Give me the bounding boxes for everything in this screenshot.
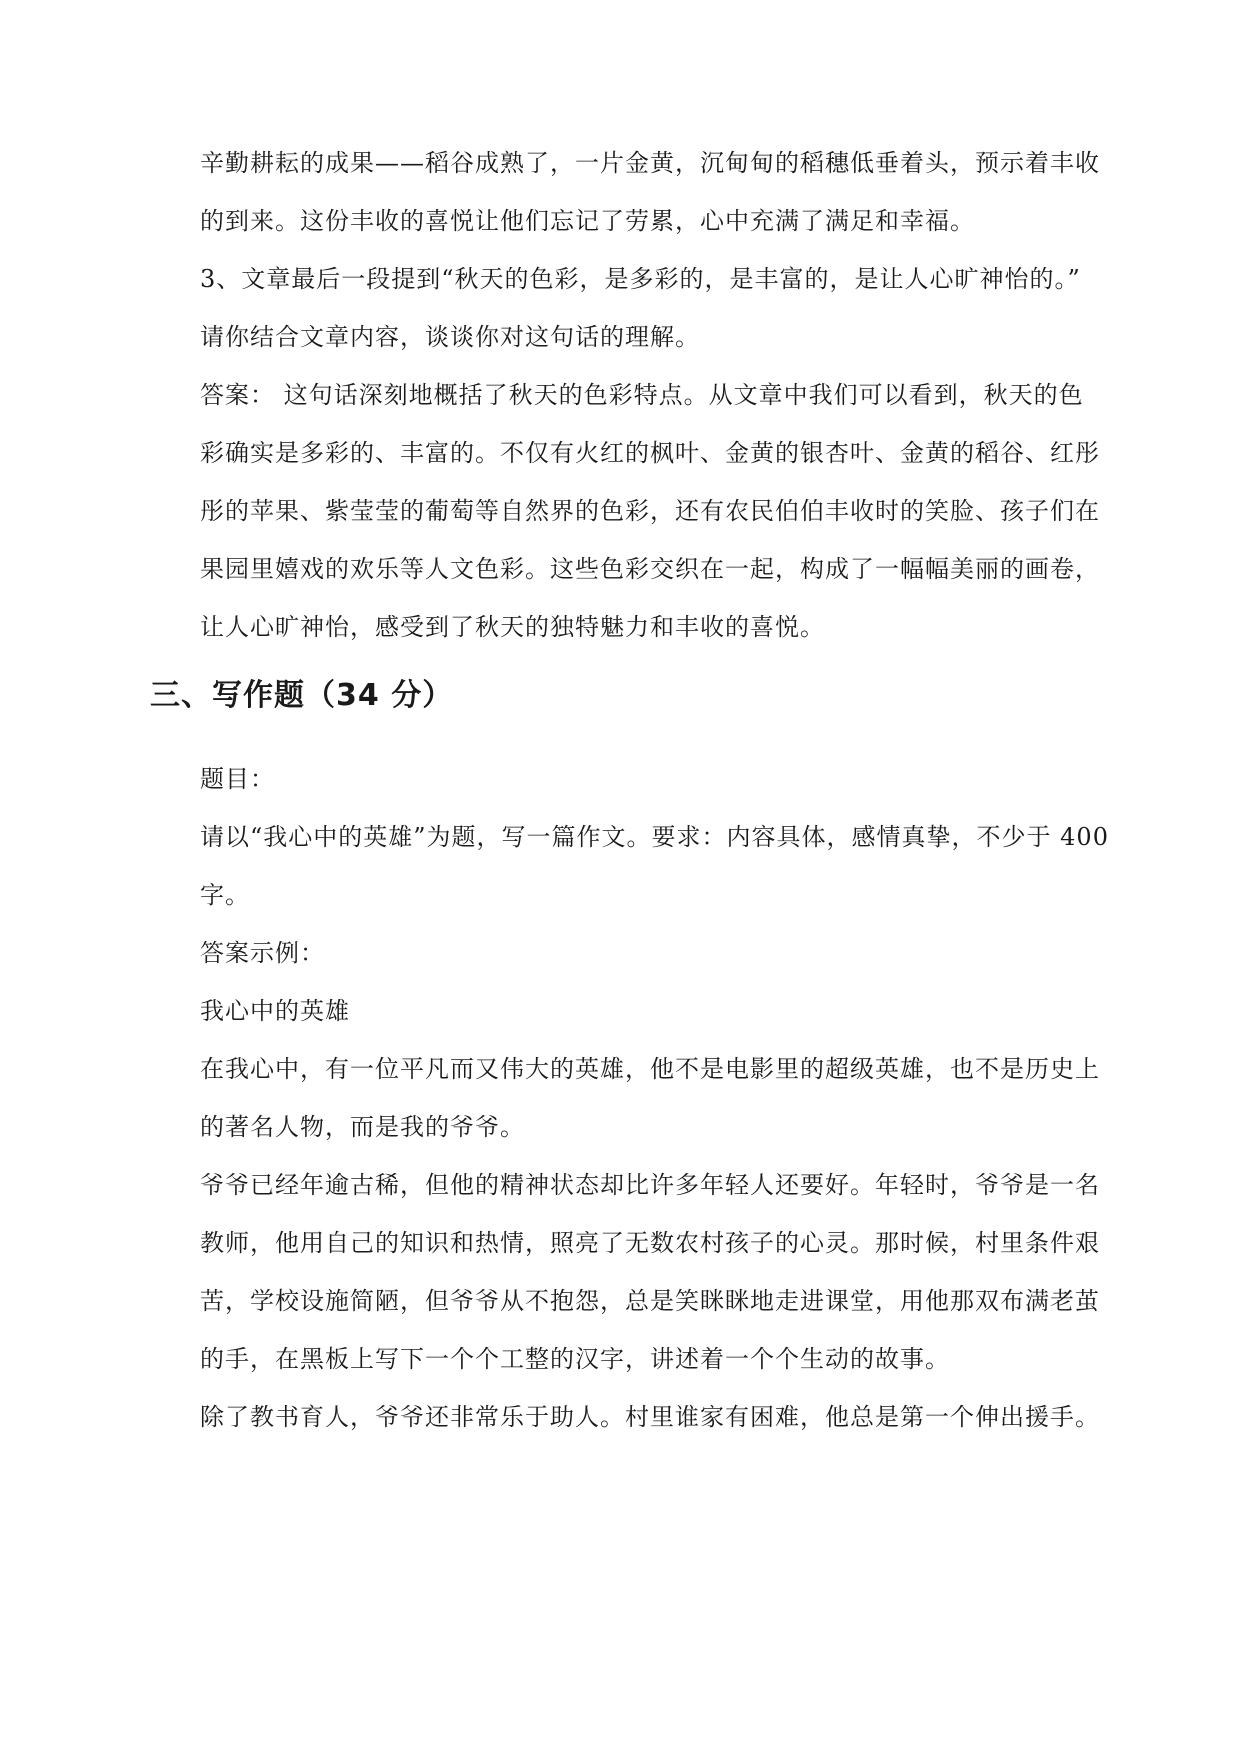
essay-line: 在我心中，有一位平凡而又伟大的英雄，他不是电影里的超级英雄，也不是历史上 (200, 1055, 1100, 1083)
essay-line: 爷爷已经年逾古稀，但他的精神状态却比许多年轻人还要好。年轻时，爷爷是一名 (200, 1171, 1100, 1199)
essay-line: 的著名人物，而是我的爷爷。 (200, 1113, 525, 1141)
essay-line: 除了教书育人，爷爷还非常乐于助人。村里谁家有困难，他总是第一个伸出援手。 (200, 1403, 1100, 1431)
question-3-line: 3、文章最后一段提到“秋天的色彩，是多彩的，是丰富的，是让人心旷神怡的。” (200, 265, 1081, 293)
answer-line: 果园里嬉戏的欢乐等人文色彩。这些色彩交织在一起，构成了一幅幅美丽的画卷， (200, 555, 1100, 583)
question-3-line: 请你结合文章内容，谈谈你对这句话的理解。 (200, 323, 700, 351)
answer-line: 让人心旷神怡，感受到了秋天的独特魅力和丰收的喜悦。 (200, 613, 825, 641)
answer-line: 彤的苹果、紫莹莹的葡萄等自然界的色彩，还有农民伯伯丰收时的笑脸、孩子们在 (200, 497, 1100, 525)
section-heading: 三、写作题（34 分） (150, 678, 454, 713)
answer-line: 答案： 这句话深刻地概括了秋天的色彩特点。从文章中我们可以看到，秋天的色 (200, 381, 1084, 409)
essay-line: 教师，他用自己的知识和热情，照亮了无数农村孩子的心灵。那时候，村里条件艰 (200, 1229, 1100, 1257)
sample-label: 答案示例： (200, 939, 325, 967)
paragraph-line: 的到来。这份丰收的喜悦让他们忘记了劳累，心中充满了满足和幸福。 (200, 207, 975, 235)
prompt-line: 字。 (200, 881, 250, 909)
essay-line: 苦，学校设施简陋，但爷爷从不抱怨，总是笑眯眯地走进课堂，用他那双布满老茧 (200, 1287, 1100, 1315)
paragraph-line: 辛勤耕耘的成果——稻谷成熟了，一片金黄，沉甸甸的稻穗低垂着头，预示着丰收 (200, 149, 1100, 177)
essay-line: 的手，在黑板上写下一个个工整的汉字，讲述着一个个生动的故事。 (200, 1345, 950, 1373)
essay-title: 我心中的英雄 (200, 997, 350, 1025)
prompt-label: 题目： (200, 765, 275, 793)
answer-line: 彩确实是多彩的、丰富的。不仅有火红的枫叶、金黄的银杏叶、金黄的稻谷、红彤 (200, 439, 1100, 467)
prompt-line: 请以“我心中的英雄”为题，写一篇作文。要求：内容具体，感情真挚，不少于 400 (200, 823, 1109, 851)
